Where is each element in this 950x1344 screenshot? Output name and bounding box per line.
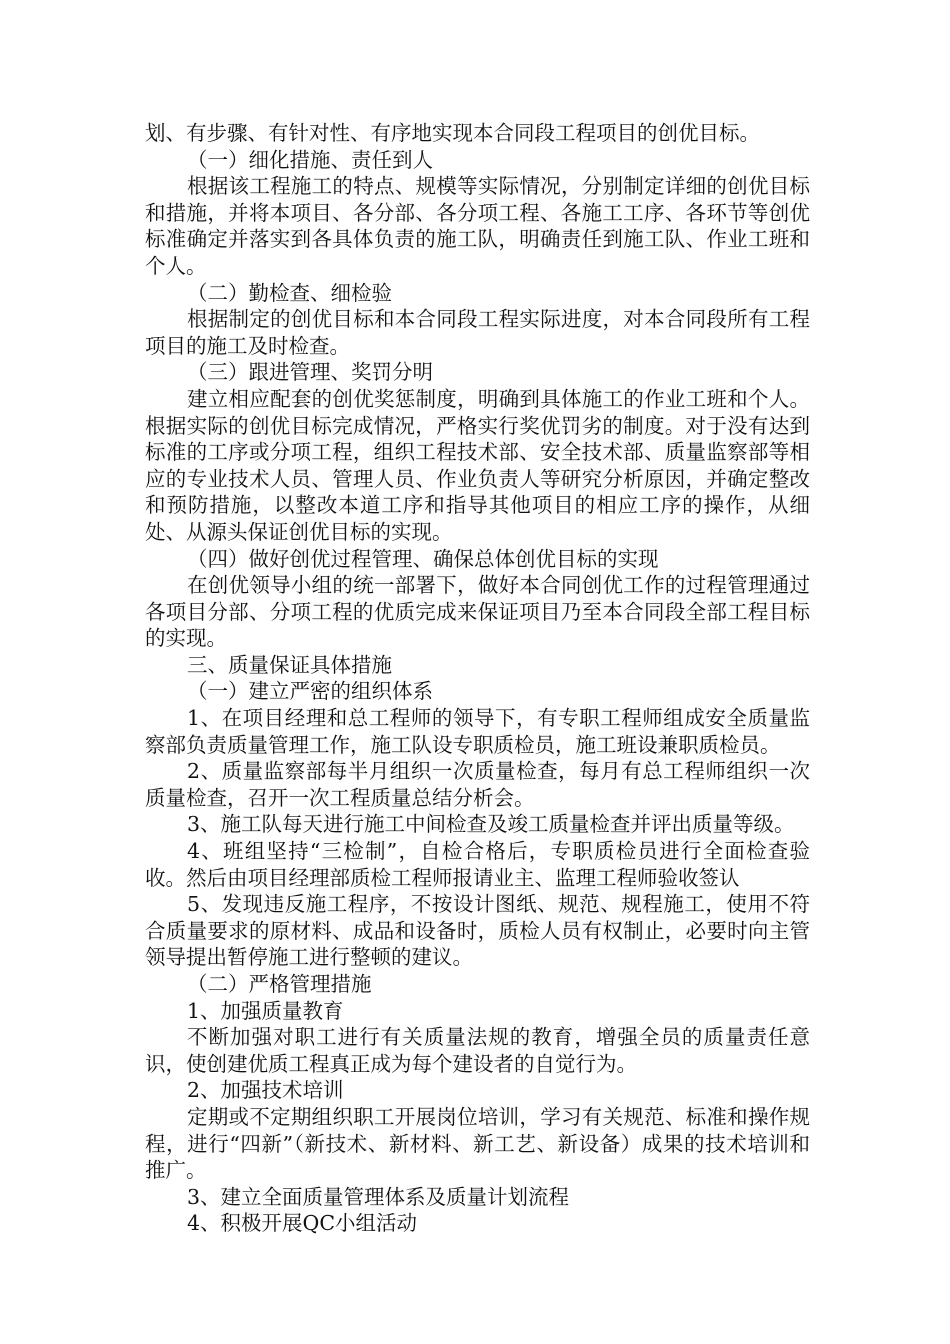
list-item-heading: 2、加强技术培训 — [187, 1078, 344, 1103]
subsection-heading-4: （四）做好创优过程管理、确保总体创优目标的实现 — [187, 546, 659, 571]
paragraph: 根据制定的创优目标和本合同段工程实际进度，对本合同段所有工程项目的施工及时检查。 — [145, 307, 810, 358]
list-item: 4、班组坚持“三检制”，自检合格后，专职质检员进行全面检查验收。然后由项目经理部质检工程师报请业主、监理工程师验收签认 — [145, 839, 810, 890]
subsection-heading-3: （三）跟进管理、奖罚分明 — [187, 360, 433, 385]
list-item: 3、施工队每天进行施工中间检查及竣工质量检查并评出质量等级。 — [187, 812, 795, 837]
paragraph: 不断加强对职工进行有关质量法规的教育，增强全员的质量责任意识，使创建优质工程真正成为每个建设者的自觉行为。 — [145, 1025, 810, 1076]
list-item: 5、发现违反施工程序，不按设计图纸、规范、规程施工，使用不符合质量要求的原材料、成品和设备时，质检人员有权制止，必要时向主管领导提出暂停施工进行整顿的建议。 — [145, 892, 810, 970]
paragraph: 建立相应配套的创优奖惩制度，明确到具体施工的作业工班和个人。根据实际的创优目标完成情况，严格实行奖优罚劣的制度。对于没有达到标准的工序或分项工程，组织工程技术部、安全技术部、质量监察部等相应的专业技术人员、管理人员、作业负责人等研究分析原因，并确定整改和预防措施，以整改本道工序和指导其他项目的相应工序的操作，从细处、从源头保证创优目标的实现。 — [145, 386, 810, 544]
section-heading: 三、质量保证具体措施 — [187, 652, 392, 677]
list-item-heading: 4、积极开展QC小组活动 — [187, 1211, 418, 1236]
list-item-heading: 1、加强质量教育 — [187, 998, 344, 1023]
paragraph: 定期或不定期组织职工开展岗位培训，学习有关规范、标准和操作规程，进行“四新”（新技术、新材料、新工艺、新设备）成果的技术培训和推广。 — [145, 1104, 810, 1183]
paragraph: 根据该工程施工的特点、规模等实际情况，分别制定详细的创优目标和措施，并将本项目、各分部、各分项工程、各施工工序、各环节等创优标准确定并落实到各具体负责的施工队，明确责任到施工队、作业工班和个人。 — [145, 174, 810, 278]
list-item-heading: 3、建立全面质量管理体系及质量计划流程 — [187, 1184, 570, 1209]
subsection-heading-2: （二）勤检查、细检验 — [187, 280, 392, 305]
subsection-heading-2: （二）严格管理措施 — [187, 972, 372, 996]
paragraph: 在创优领导小组的统一部署下，做好本合同创优工作的过程管理通过各项目分部、分项工程的优质完成来保证项目乃至本合同段全部工程目标的实现。 — [145, 573, 810, 651]
document-body — [145, 120, 810, 1237]
paragraph-continued: 划、有步骤、有针对性、有序地实现本合同段工程项目的创优目标。 — [145, 121, 760, 145]
list-item: 1、在项目经理和总工程师的领导下，有专职工程师组成安全质量监察部负责质量管理工作，施工队设专职质检员，施工班设兼职质检员。 — [145, 706, 810, 757]
list-item: 2、质量监察部每半月组织一次质量检查，每月有总工程师组织一次质量检查，召开一次工程质量总结分析会。 — [145, 759, 810, 810]
subsection-heading-1: （一）细化措施、责任到人 — [187, 147, 433, 172]
subsection-heading-1: （一）建立严密的组织体系 — [187, 679, 433, 704]
